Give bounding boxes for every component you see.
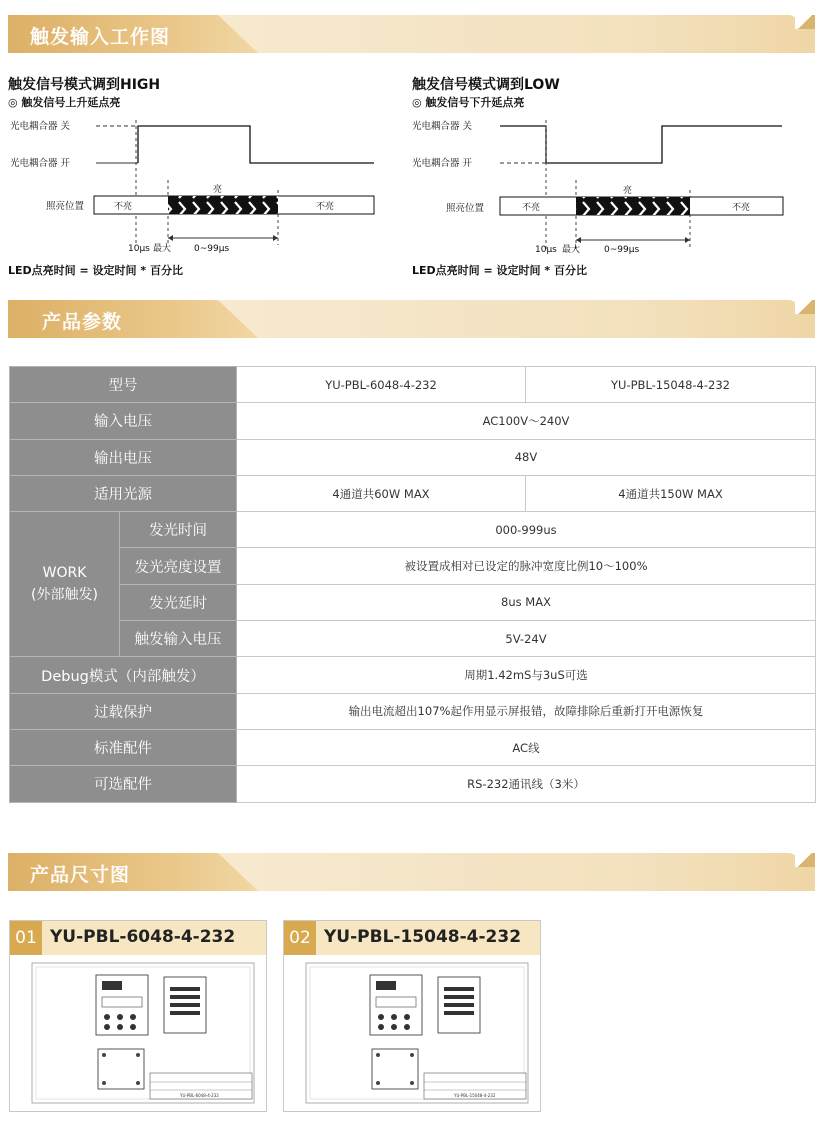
- row-label-emit-time: 发光时间: [120, 512, 237, 548]
- label-coupler-off: 光电耦合器 关: [412, 121, 473, 132]
- label-time-10us: 10μs: [128, 244, 150, 254]
- section-title-trigger: 触发输入工作图: [30, 26, 171, 48]
- row-label-standard-accessory: 标准配件: [10, 729, 237, 765]
- timing-diagram-high: [8, 70, 398, 280]
- card-header: [284, 921, 540, 955]
- cell-trigger-voltage: 5V-24V: [237, 621, 816, 657]
- dimension-card-2[interactable]: [283, 920, 541, 1112]
- row-label-optional-accessory: 可选配件: [10, 766, 237, 802]
- row-label-output-voltage: 输出电压: [10, 439, 237, 475]
- formula-text: LED点亮时间 = 设定时间 * 百分比: [8, 264, 183, 277]
- row-label-debug: Debug模式（内部触发）: [10, 657, 237, 693]
- row-label-overload: 过载保护: [10, 693, 237, 729]
- label-coupler-on: 光电耦合器 开: [412, 158, 473, 169]
- card-number: 02: [284, 921, 316, 955]
- diagram-title: 触发信号模式调到LOW: [412, 77, 560, 93]
- row-label-trigger-voltage: 触发输入电压: [120, 621, 237, 657]
- label-not-lit-left: 不亮: [522, 203, 541, 213]
- table-row: [10, 548, 816, 584]
- row-label-light-source: 适用光源: [10, 475, 237, 511]
- label-time-10us: 10μs: [535, 245, 557, 255]
- diagram-subtitle: ◎ 触发信号上升延点亮: [8, 96, 121, 109]
- cell-brightness: 被设置成相对已设定的脉冲宽度比例10～100%: [237, 548, 816, 584]
- row-label-input-voltage: 输入电压: [10, 403, 237, 439]
- section-banner-dimensions: [8, 853, 815, 891]
- dimension-drawing-icon: [10, 955, 266, 1111]
- drawing-caption: YU-PBL-15048-4-232: [454, 1093, 496, 1098]
- cell-light-a: 4通道共60W MAX: [237, 475, 526, 511]
- row-label-work: [10, 512, 120, 657]
- diagram-title: 触发信号模式调到HIGH: [8, 77, 161, 93]
- row-label-delay: 发光延时: [120, 584, 237, 620]
- table-row: [10, 439, 816, 475]
- table-row: [10, 693, 816, 729]
- table-row: [10, 766, 816, 802]
- label-time-range: 0~99μs: [604, 245, 640, 255]
- dimension-card-1[interactable]: [9, 920, 267, 1112]
- cell-debug: 周期1.42mS与3uS可选: [237, 657, 816, 693]
- dimension-drawing-icon: [284, 955, 540, 1111]
- cell-optional-accessory: RS-232通讯线（3米）: [237, 766, 816, 802]
- work-label: WORK: [42, 565, 87, 582]
- section-banner-params: [8, 300, 815, 338]
- section-banner-trigger: [8, 15, 815, 53]
- row-label-brightness: 发光亮度设置: [120, 548, 237, 584]
- cell-delay: 8us MAX: [237, 584, 816, 620]
- cell-overload: 输出电流超出107%起作用显示屏报错，故障排除后重新打开电源恢复: [237, 693, 816, 729]
- label-not-lit-right: 不亮: [732, 203, 751, 213]
- cell-model-a: YU-PBL-6048-4-232: [237, 367, 526, 403]
- label-coupler-off: 光电耦合器 关: [10, 121, 71, 132]
- card-model: YU-PBL-15048-4-232: [324, 927, 522, 947]
- product-params-table: [9, 366, 816, 803]
- card-header: [10, 921, 266, 955]
- label-not-lit-right: 不亮: [316, 202, 335, 212]
- table-row: [10, 475, 816, 511]
- table-row: [10, 729, 816, 765]
- table-row: [10, 621, 816, 657]
- section-title-dimensions: 产品尺寸图: [30, 864, 131, 886]
- label-lit: 亮: [213, 185, 223, 195]
- table-row: [10, 584, 816, 620]
- label-not-lit-left: 不亮: [114, 202, 133, 212]
- cell-model-b: YU-PBL-15048-4-232: [526, 367, 816, 403]
- formula-text: LED点亮时间 = 设定时间 * 百分比: [412, 264, 587, 277]
- label-coupler-on: 光电耦合器 开: [10, 158, 71, 169]
- table-row: [10, 367, 816, 403]
- label-light-position: 照亮位置: [46, 201, 85, 212]
- cell-emit-time: 000-999us: [237, 512, 816, 548]
- table-row: [10, 657, 816, 693]
- label-lit: 亮: [623, 186, 633, 196]
- cell-output-voltage: 48V: [237, 439, 816, 475]
- cell-light-b: 4通道共150W MAX: [526, 475, 816, 511]
- drawing-caption: YU-PBL-6048-4-232: [180, 1093, 219, 1098]
- cell-input-voltage: AC100V～240V: [237, 403, 816, 439]
- table-row: [10, 512, 816, 548]
- label-time-max: 最大: [562, 245, 581, 255]
- label-time-range: 0~99μs: [194, 244, 230, 254]
- work-sublabel: (外部触发): [31, 587, 98, 604]
- table-row: [10, 403, 816, 439]
- card-number: 01: [10, 921, 42, 955]
- timing-waveform: [8, 110, 398, 260]
- diagram-subtitle: ◎ 触发信号下升延点亮: [412, 96, 525, 109]
- card-model: YU-PBL-6048-4-232: [50, 927, 236, 947]
- timing-waveform: [412, 110, 802, 260]
- label-time-max: 最大: [153, 244, 172, 254]
- label-light-position: 照亮位置: [446, 203, 485, 214]
- section-title-params: 产品参数: [42, 311, 123, 333]
- timing-diagram-low: [412, 70, 802, 280]
- row-label-model: 型号: [10, 367, 237, 403]
- cell-standard-accessory: AC线: [237, 729, 816, 765]
